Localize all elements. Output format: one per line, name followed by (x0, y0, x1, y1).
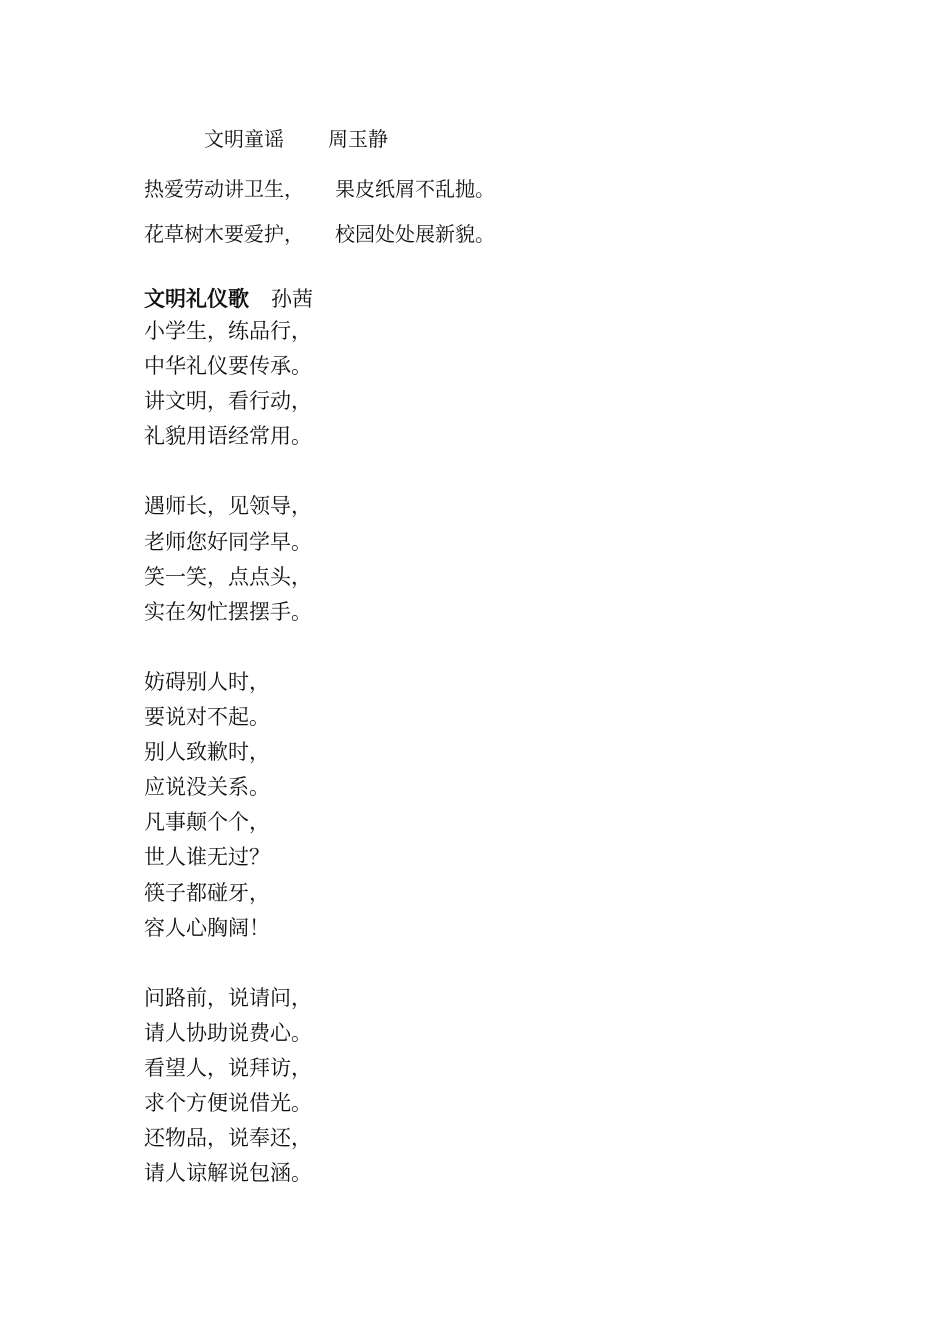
rhyme-line-1 (144, 173, 495, 202)
rhyme-line-1-second-half: 果皮纸屑不乱抛。 (335, 177, 495, 201)
song-line: 小学生，练品行， (144, 319, 312, 343)
song-line: 实在匆忙摆摆手。 (144, 599, 312, 624)
song-line: 容人心胸阔！ (144, 915, 270, 940)
song-line: 问路前，说请问， (144, 985, 312, 1010)
song-line: 筷子都碰牙， (144, 880, 270, 905)
rhyme-line-1-first-half: 热爱劳动讲卫生， (144, 177, 304, 201)
song-line: 中华礼仪要传承。 (144, 354, 312, 379)
stanza-break (144, 950, 312, 985)
song-line: 看望人，说拜访， (144, 1055, 312, 1080)
rhyme-author: 周玉静 (328, 127, 388, 151)
song-line: 请人谅解说包涵。 (144, 1161, 312, 1186)
song-line: 要说对不起。 (144, 705, 270, 730)
rhyme-line-2-second-half: 校园处处展新貌。 (335, 222, 495, 246)
song-title: 文明礼仪歌 (144, 287, 249, 311)
rhyme-line-2-first-half: 花草树木要爱护， (144, 222, 304, 246)
rhyme-title: 文明童谣 (204, 127, 284, 151)
song-line: 世人谁无过？ (144, 845, 270, 870)
song-heading (144, 283, 313, 313)
song-line: 请人协助说费心。 (144, 1020, 312, 1045)
song-line: 凡事颠个个， (144, 810, 270, 835)
rhyme-line-2 (144, 218, 495, 247)
song-line: 老师您好同学早。 (144, 529, 312, 554)
song-line: 笑一笑，点点头， (144, 564, 312, 589)
song-line: 讲文明，看行动， (144, 389, 312, 414)
song-line: 应说没关系。 (144, 775, 270, 800)
stanza-break (144, 458, 312, 493)
song-author: 孙茜 (271, 287, 313, 311)
song-line: 还物品，说奉还， (144, 1126, 312, 1151)
rhyme-heading (204, 123, 388, 152)
song-line: 遇师长，见领导， (144, 494, 312, 519)
stanza-break (144, 634, 312, 669)
song-lines (144, 318, 312, 1195)
song-line: 妨碍别人时， (144, 669, 270, 694)
song-line: 别人致歉时， (144, 740, 270, 765)
song-line: 礼貌用语经常用。 (144, 424, 312, 449)
song-line: 求个方便说借光。 (144, 1091, 312, 1116)
